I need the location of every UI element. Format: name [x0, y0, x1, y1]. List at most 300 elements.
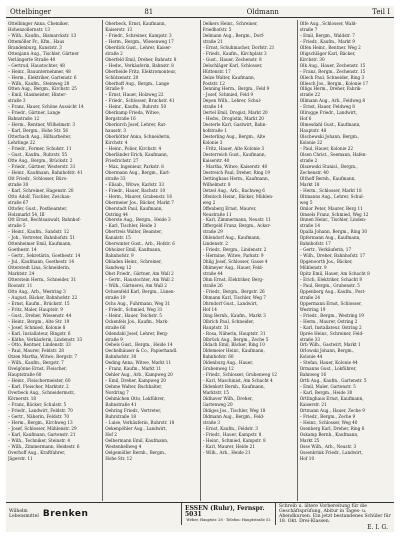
- directory-entry: Kirchstr. 30: [299, 56, 325, 62]
- directory-entry: Ochsenfeld Karl, Bergm., Lünen-: [105, 288, 176, 294]
- directory-entry: Körnerstr. 18: [8, 396, 37, 402]
- directory-entry: Markt 18: [299, 181, 320, 187]
- directory-entry: – Heinr., Bauunternehmer, 48: [8, 68, 71, 74]
- directory-entry: Otzen Martha, Witwe, Bergstr. 7: [8, 354, 78, 360]
- directory-entry: – Gertr., Sekretärin, Goethestr. 14: [8, 253, 81, 259]
- directory-entry: Hof 14: [202, 306, 217, 312]
- directory-entry: Oprée Heinr., Schreiner, Feld-: [299, 330, 364, 336]
- directory-entry: Ruhrstraße 18: [105, 413, 137, 419]
- directory-entry: – Franz, Bäcker, Schulstr. 5: [8, 402, 67, 407]
- ad-brand-name: Brenken: [42, 509, 89, 519]
- directory-entry: straße 33: [105, 175, 126, 181]
- directory-entry: straße 3: [8, 98, 26, 104]
- directory-entry: Hüttenstr. 17: [202, 68, 231, 74]
- directory-column-2: [102, 20, 199, 501]
- directory-entry: Hof 6: [299, 116, 312, 122]
- directory-entry: Ossenbrink Friedr., Landwirt,: [299, 449, 363, 455]
- directory-entry: – Paul, Bergm., Grubenstr. 5: [299, 282, 360, 288]
- directory-entry: – Elisab., Witwe, Karlstr. 33: [105, 181, 165, 187]
- directory-entry: Ohmann Karl, Tischler, Weg 7: [202, 294, 266, 300]
- directory-entry: Ollmann Aug., Arb., Feldweg 8: [299, 98, 366, 104]
- directory-entry: Oldach Emil, Bäcker, Ring 10: [202, 342, 265, 348]
- directory-entry: Friedrichstr. 27: [105, 157, 139, 163]
- directory-entry: Ormanns Gust., Lokführer,: [299, 366, 357, 372]
- directory-entry: Oligschläger Karl, Bäcker,: [299, 50, 356, 56]
- directory-entry: Hohenzollernstr. 13: [8, 26, 50, 32]
- directory-entry: – Jul., Kaufmann, Goethestr. 14: [8, 259, 75, 265]
- directory-entry: straße 30: [8, 181, 29, 187]
- directory-entry: Otten Aug., Bergm., Kirchstr. 25: [8, 86, 77, 92]
- directory-entry: Oehmichen Otto, Lokführer,: [105, 396, 165, 402]
- directory-entry: Olligs Herm., Dreher, Fabrik-: [299, 86, 362, 92]
- directory-entry: – Heinr., Polier, Kirchstr. 4: [105, 146, 162, 152]
- directory-entry: straße 14: [202, 104, 223, 110]
- directory-entry: Orth Aug., Kaufm., Gartenstr. 5: [299, 378, 367, 384]
- directory-entry: – Fritz, Maler, Hauptstr. 9: [8, 306, 63, 312]
- directory-entry: Gartenweg 20: [202, 402, 233, 407]
- directory-entry: Ottemöller Fr., Kfm., Haus: [8, 38, 65, 44]
- directory-entry: – Hermine, Witwe, Parkstr. 9: [202, 253, 264, 259]
- directory-entry: – Franz, Kaufm., Markt 11: [105, 366, 162, 372]
- directory-entry: – Friedr., Schreiner, Kampstr. 3: [105, 32, 172, 38]
- directory-entry: – Wilh., Gärtnerei, Am Wall 2: [105, 282, 167, 288]
- directory-entry: – Ernst, Kaufm., Brückstr. 15: [8, 300, 70, 306]
- directory-entry: Hauptstraße 60: [8, 372, 42, 378]
- directory-entry: – Friedr., Hauer, Bachstr. 10: [105, 187, 166, 193]
- ad-firm-line-2: Weber, Hauptstr. 28 · Telefon: Hauptstraße 52: [186, 517, 271, 522]
- directory-entry: Verlängerte Straße 40: [8, 56, 56, 62]
- directory-entry: Lindenstr. 2: [202, 241, 228, 247]
- directory-entry: Obst Friedr., Gärtner, Am Wall 2: [105, 271, 174, 277]
- directory-entry: Olbrich Paul, Schneider,: [202, 318, 254, 324]
- directory-entry: Olmesdahl Gust., Kaufmann,: [299, 122, 361, 128]
- directory-entry: Ohrndorf Gust., Landwirt,: [202, 300, 258, 306]
- section-label: Teil I: [372, 7, 390, 16]
- directory-entry: Oing Bernh., Kaufm., Markt 3: [202, 312, 266, 318]
- directory-entry: Goethestr. 14: [8, 247, 37, 253]
- directory-entry: – Wilh., Techniker, Steinstr. 4: [8, 437, 71, 443]
- directory-entry: – Gertr., Verkäuferin, 17: [299, 247, 352, 253]
- directory-entry: Ochs Aug., Fuhrmann, Weg 31: [105, 300, 171, 306]
- directory-entry: Oesterreich Gust., Kaufmann,: [202, 151, 266, 157]
- advertisement-strip: [6, 502, 394, 525]
- directory-entry: – Wilh., Zimmermann, Heidestr. 6: [8, 443, 80, 449]
- directory-entry: Oldemeier Heinr., Kaufmann,: [202, 348, 265, 354]
- directory-entry: – Herm., Maurer, Grabenstr. 16: [105, 193, 172, 199]
- directory-entry: – Friedr., Bergm., Westring 19: [299, 312, 364, 318]
- directory-entry: Otto Aug., Arb., Westring 3: [8, 288, 66, 294]
- directory-entry: straße 2: [299, 157, 318, 163]
- directory-entry: – Herm., Maurer, Ostring 2: [299, 318, 358, 324]
- directory-entry: – Emil, Bergm., Waldstr. 7: [299, 32, 355, 38]
- directory-entry: Oldiges Jos., Tischler, Weg 18: [202, 407, 266, 413]
- directory-entry: straße 26: [202, 282, 223, 288]
- directory-entry: Bahnhofstr. 9: [105, 253, 134, 259]
- directory-entry: – Gust., Hauer, Zechenstr. 8: [202, 56, 262, 62]
- directory-entry: – Friedr., Schlosser, Grubenweg 12: [202, 372, 277, 378]
- directory-entry: Olk Aug., Hauer, Zechenstr. 15: [299, 62, 366, 68]
- directory-entry: – Heinr., Kaufmann, Bahnhofstr. 41: [8, 169, 83, 175]
- directory-entry: – Martha, Witwe, Kaiserstr. 40: [202, 163, 268, 169]
- ad-contact-block: [182, 503, 276, 525]
- directory-entry: straße 44: [202, 271, 223, 277]
- directory-entry: Neustraße 11: [202, 211, 232, 217]
- directory-entry: Ortmann Aug., Hauer, Zeche 9: [299, 407, 365, 413]
- directory-entry: Ohm Ernst, Elektriker, Berg-: [202, 276, 264, 282]
- directory-entry: – Friedr., Schmied, Weg 31: [105, 306, 163, 312]
- directory-entry: Zechenstr. 40: [299, 169, 329, 175]
- directory-entry: Obladen Heinr., Schreiner,: [105, 259, 162, 265]
- directory-entry: – Wilh., Dreher, Bahnhofstr. 17: [299, 253, 366, 259]
- directory-entry: – Luise, Verkäuferin, Ruhrstr. 18: [105, 419, 175, 425]
- directory-entry: – Erich, Elektriker, Schacht 8: [299, 276, 363, 282]
- directory-entry: Straße 9: [105, 86, 124, 92]
- directory-entry: Opgenoorth Jos., Bäcker,: [299, 259, 353, 265]
- directory-entry: Kaiserstr. 40: [202, 157, 230, 163]
- directory-entry: Oelze Walter, Kaufmann,: [202, 74, 255, 80]
- directory-entry: Oeding Anna, Witwe, Markt 11: [105, 360, 172, 366]
- directory-entry: – Josef, Schmied, Feld 9: [202, 92, 254, 98]
- directory-entry: Oldmann Aug., Bergm., Feld-: [202, 413, 265, 419]
- directory-entry: Sandweg 12: [105, 265, 132, 271]
- page-header: [6, 6, 394, 18]
- directory-entry: – Karl, Bergm., Heide 30: [299, 390, 353, 396]
- directory-entry: straße 21: [202, 38, 223, 44]
- directory-columns: [6, 20, 394, 501]
- directory-entry: Kaiserstr. 21: [299, 402, 327, 407]
- directory-entry: Oesterling Aug., Bergm., Alte: [202, 134, 266, 140]
- directory-entry: Otterstedt Lina, Schneiderin,: [8, 265, 71, 271]
- directory-entry: Oebels Gust., Bergm., Heide 14: [105, 342, 173, 348]
- directory-entry: Oberdick Gust., Lehrer, Kaiser-: [105, 44, 172, 50]
- directory-entry: weg 2: [202, 199, 216, 205]
- directory-entry: – Hedw., Verkäuferin, Bahnstr. 8: [105, 62, 174, 68]
- directory-entry: – Herm., Bergm., Wiesenweg 17: [105, 38, 174, 44]
- directory-entry: Oberkamp Frieda, Witwe,: [105, 110, 161, 116]
- directory-entry: Mühlenstr. 9: [299, 265, 327, 271]
- directory-entry: – Emil, Glasmeister, Hinter-: [8, 92, 67, 98]
- directory-entry: Ottenheimer Emil, Kaufmann,: [8, 241, 72, 247]
- header-left-keyword: Ottelbinger: [10, 7, 51, 16]
- directory-entry: Opalla Johann, Bergm., Ring 30: [299, 229, 368, 235]
- directory-entry: Otterstein Herm., Schneider, 31: [8, 276, 77, 282]
- directory-entry: Oepen Wilh., Lehrer, Schul-: [202, 98, 262, 104]
- directory-entry: Brandenburg, Kunststr. 3: [8, 44, 62, 50]
- ad-prefix: Wilhelm: [9, 509, 28, 514]
- directory-entry: – Friedr., Landwirt, Feldstr. 70: [8, 407, 73, 413]
- directory-entry: Ott Ernst, Rechtsanwalt, Bahnhof-: [8, 217, 81, 223]
- directory-entry: Marktstr. 24: [8, 271, 35, 277]
- directory-entry: Oelkers Heinr., Schreiner,: [202, 21, 258, 26]
- directory-entry: – Karl, Kaufmann, Gartenstr. 21: [8, 431, 76, 437]
- directory-entry: – Friedr., Gärtner, Westerstr. 31: [8, 163, 76, 169]
- directory-entry: Olschewski Johann, Bergm.,: [299, 134, 360, 140]
- directory-entry: Omsels Franz, Schmied, Weg 12: [299, 211, 369, 217]
- directory-entry: Nordring 7: [105, 390, 129, 396]
- directory-entry: Oelmann Aug., Bergm., Dorf-: [202, 32, 265, 38]
- directory-entry: Markt 25: [299, 437, 320, 443]
- directory-entry: straße 33: [299, 336, 321, 342]
- directory-entry: – Heinr., Schlosser, Weg 40: [299, 419, 358, 425]
- directory-entry: – Gust., Kaufm., Ruhrstr. 55: [8, 151, 68, 157]
- directory-entry: – Gust., Dreher, Wiesenstr. 44: [8, 312, 72, 318]
- directory-entry: Oekenpöhler Aug., Landwirt,: [105, 425, 167, 431]
- directory-entry: – Friedr., Gärtner, Lange: [8, 110, 61, 116]
- directory-entry: Oberkirch Josef, Lehrer, Rat-: [105, 122, 167, 128]
- directory-entry: straße 7: [299, 26, 318, 32]
- directory-entry: – Friedr., Schlosser, Bruchstr. 41: [105, 98, 175, 104]
- directory-entry: Omlor Peter, Maurer, Berg 11: [299, 205, 363, 211]
- directory-entry: – August, Bäcker, Bahnhofstr. 22: [8, 294, 78, 300]
- directory-entry: – Heinr., Bergm., Alte Str. 19: [8, 318, 70, 324]
- directory-entry: – Joh., Vertreter, Bahnhofstr. 51: [8, 235, 76, 241]
- directory-entry: Bahnhofstr. 17: [299, 241, 331, 247]
- school-advertisement: [276, 503, 394, 525]
- directory-entry: Oechelhäuser & Co., Papierhandl.: [105, 348, 178, 354]
- directory-entry: Oldenkott Bernh., Kaufmann,: [202, 384, 265, 390]
- directory-entry: Oetzel Aug., Arb., Bachweg 6: [202, 187, 265, 193]
- directory-entry: Oehring Friedr., Vertreter,: [105, 407, 162, 413]
- directory-entry: straße 24: [299, 294, 321, 300]
- directory-entry: – Karl, Maurer, Heide 21: [202, 443, 256, 449]
- directory-entry: Hof 10: [299, 455, 315, 461]
- directory-entry: Oltmanns Aug., Lehrer, Schul-: [299, 193, 364, 199]
- page-code: E. I. G.: [367, 524, 388, 531]
- directory-entry: straße 66: [105, 324, 126, 330]
- directory-entry: Bahnhofstr. 60: [202, 354, 234, 360]
- directory-entry: – Wilh., Kaufm., Steinweg 28: [8, 80, 70, 86]
- directory-entry: – Karl, Fleischer, Marktstr. 2: [8, 384, 69, 390]
- directory-entry: Overhoff Aug., Kraftfahrer,: [8, 449, 66, 455]
- directory-entry: Ollrogge Friedr., Landwirt,: [299, 110, 358, 116]
- ad-prefix-2: Lebensmittel: [9, 514, 39, 519]
- directory-entry: Jägerstr. 11: [8, 455, 33, 461]
- directory-entry: – Friedr., Bergm., Zeche 9: [299, 413, 356, 419]
- directory-entry: – Heinr., Kaufm., Sandstr. 12: [8, 229, 70, 235]
- directory-entry: Roonstr. 11: [8, 282, 33, 288]
- directory-entry: – Herm., Elektriker, Gartenstr. 6: [8, 74, 77, 80]
- directory-entry: Oberfeld Emil, Dreher, Bahnstr. 8: [105, 56, 177, 62]
- directory-entry: – Heinr., Schmied, Kampstr. 8: [202, 437, 266, 443]
- directory-entry: Oberkötter Anna, Schneiderin,: [105, 134, 171, 140]
- directory-entry: – Karl, Zimmermann, Neustr. 11: [202, 217, 271, 223]
- directory-entry: Marktstr. 15: [202, 390, 229, 396]
- directory-entry: – Rosa, Näherin, Hauptstr. 31: [202, 330, 266, 336]
- directory-entry: Bahnhofstr. 30: [105, 354, 137, 360]
- directory-entry: – Wilh., Kaufm., Bismarckstr. 13: [8, 32, 77, 38]
- directory-entry: Offenberg Ernst, Maurer,: [202, 205, 257, 211]
- school-ad-line-1: Schreib u. ältere Vorbereitung für die Geschäftsprüfung, Abitur in Tages- u.: [279, 503, 367, 514]
- directory-entry: Oppermann Ernst, Schlosser,: [299, 300, 362, 306]
- directory-entry: Offergeld Franz, Bergm., Acker-: [202, 223, 271, 229]
- directory-entry: – Franz, Bergm., Zechenstr. 15: [299, 68, 366, 74]
- directory-entry: Kanalstr. 15: [105, 235, 131, 241]
- directory-entry: Odendahl Josef, Lehrer, Berg-: [105, 330, 169, 336]
- directory-entry: – Max, Ingenieur, Parkstr. 8: [105, 163, 164, 169]
- directory-entry: – Herm., Schlosser, Markt 18: [299, 187, 362, 193]
- directory-entry: Ollech Paul, Schneider, Ring 3: [299, 74, 365, 80]
- directory-entry: Grubenweg 12: [202, 366, 234, 372]
- directory-entry: Bahnstraße 41: [105, 402, 137, 407]
- directory-entry: Olsen Christ., Seemann, Hafen-: [299, 151, 367, 157]
- directory-entry: – Hedw., Drogistin, Markt 20: [202, 116, 264, 122]
- directory-entry: – Ernst, Kaufm., Feldstr. 3: [202, 425, 258, 431]
- school-ad-line-2: Abendkursen. Ein jetzt bestandenes Schüler für 18. Okt. Drei-Klassen.: [279, 514, 391, 525]
- directory-entry: Oskamp Bernh., Kaufmann,: [299, 431, 359, 437]
- directory-entry: Ottofer, Gust., Postbeamter,: [8, 205, 68, 211]
- directory-entry: Olfe Aug., Schlosser, Wald-: [299, 21, 357, 26]
- directory-entry: Overbeck Aug., Schneidermstr.,: [8, 390, 76, 396]
- directory-entry: straße 5: [8, 223, 26, 229]
- directory-entry: Kaiserstr. 13: [105, 26, 133, 32]
- directory-entry: – Karl, Schreiner, Hagenstr. 20: [8, 187, 74, 193]
- directory-entry: – Friedr., Hauer, Kampstr. 8: [202, 431, 262, 437]
- directory-entry: Oehme Walter, Buchhalter,: [105, 384, 163, 390]
- directory-entry: – Karl, Bergm., Hohe Str. 56: [8, 128, 69, 134]
- directory-entry: Hauptstr. 48: [299, 128, 327, 134]
- directory-entry: – Paul, Maurer, Feldstr. 28: [8, 348, 64, 354]
- directory-entry: – Emil, Dreher, Kampweg 20: [105, 378, 166, 384]
- directory-entry: Oppenberg Aug., Kaufm., Post-: [299, 288, 366, 294]
- directory-entry: Ottenjann Aug., Tischler, Gärtner: [8, 50, 79, 56]
- directory-entry: – Gertrud, Haustochter, 48: [8, 62, 65, 68]
- directory-entry: Olthoff Bernh., Kaufmann,: [299, 175, 356, 181]
- brenken-advertisement: [6, 503, 182, 525]
- directory-entry: Olbrück Aug., Bergm., Zeche 5: [202, 336, 269, 342]
- directory-entry: – Wilh., Kaufm., Bergstr. 7: [8, 360, 64, 366]
- directory-entry: Lehrlinge 22: [8, 140, 36, 146]
- directory-entry: Olszewski Stanisl., Bergm.,: [299, 163, 358, 169]
- directory-entry: – Fritz, Hauer, Alte Kolonie 3: [202, 146, 265, 152]
- directory-entry: Ortlinghaus Ernst, Kaufmann,: [299, 396, 364, 402]
- directory-entry: straße 22: [299, 92, 321, 98]
- directory-entry: Oberheide Fritz, Elektromonteur,: [105, 68, 177, 74]
- directory-entry: Ott Friedr., Schlosser, Büro-: [8, 175, 68, 181]
- directory-entry: Oestreich Paul, Dreher, Ring 19: [202, 169, 271, 175]
- directory-entry: hausstr. 3: [105, 128, 126, 134]
- directory-entry: Obermeier Jos., Bäcker, Markt 7: [105, 199, 174, 205]
- directory-entry: Ostring 44: [105, 211, 128, 217]
- directory-entry: Oehler Aug., Arb., Kampweg 20: [105, 372, 173, 378]
- directory-entry: – Paul, Hauer, Kolonie 22: [299, 146, 354, 152]
- directory-entry: Oelschläger Karl, Schlosser,: [202, 62, 263, 68]
- directory-entry: straße 2: [105, 50, 123, 56]
- directory-entry: – Friedr., Kaufm., Kirchplatz 3: [202, 50, 267, 56]
- directory-column-3: [200, 20, 297, 501]
- directory-entry: straße 14: [299, 223, 321, 229]
- directory-entry: – Gertr., Näherin, Feldstr. 70: [8, 413, 70, 419]
- directory-entry: Oberländer Erich, Kaufmann,: [105, 151, 169, 157]
- directory-entry: – Friedr., Former, Schulstr. 11: [8, 146, 72, 152]
- directory-entry: Oelgemöller Bernh., Bergm.,: [105, 449, 167, 455]
- ad-firm-line: ESSEN (Ruhr), Fernspr. 5031: [185, 504, 265, 518]
- directory-entry: Hohe Str. 12: [105, 455, 133, 461]
- directory-entry: straße 19: [105, 294, 126, 300]
- directory-entry: – Karl, Installateur, Ostring 2: [299, 324, 362, 330]
- directory-entry: – Karl, Tischler, Heide 3: [105, 223, 157, 229]
- directory-entry: Ohlig Josef, Schlosser, Gasse 4: [202, 259, 268, 265]
- directory-entry: Obholzer Emil, Kaufmann,: [105, 247, 162, 253]
- directory-entry: Schützenstr. 20: [105, 74, 139, 80]
- directory-entry: – Otto, Rentner, Lindenstr. 33: [8, 342, 71, 348]
- directory-entry: Kolonie 44: [299, 354, 323, 360]
- directory-entry: Ottelbinger Anna, Chemiker,: [8, 21, 69, 26]
- directory-entry: – Stefan, Hauer, Kolonie 44: [299, 360, 358, 366]
- directory-entry: Oberhoff Aug., Bergm., Lange: [105, 80, 170, 86]
- directory-entry: Ohlendorf Aug., Kaufmann,: [202, 235, 261, 241]
- directory-entry: Otto Adolf, Tischler, Zwickau-: [8, 193, 71, 199]
- directory-entry: – Ernst, Hauer, Feldweg 8: [299, 104, 355, 110]
- directory-entry: Oberstadt Paul, Kaufmann,: [105, 205, 163, 211]
- directory-entry: Oesterle Karl, Gastwirt, Bahn-: [202, 122, 267, 128]
- directory-column-4: [297, 20, 394, 501]
- directory-entry: – Käthe, Verkäuferin, Lindenstr. 33: [8, 336, 83, 342]
- directory-entry: – Friedr., Bergm., Lindenstr. 2: [202, 247, 267, 253]
- page-number: 81: [144, 7, 154, 16]
- directory-entry: Oettinghaus Herm., Kaufmann,: [202, 175, 270, 181]
- directory-entry: – Friedr., Kaufm., Markt 9: [299, 38, 355, 44]
- directory-entry: Oldenburg Aug., Hauer,: [202, 360, 254, 366]
- directory-entry: straße 3: [202, 419, 221, 425]
- directory-entry: – Heinr., Hauer, Teichstr. 5: [105, 312, 162, 318]
- directory-entry: straße 29: [202, 229, 223, 235]
- directory-entry: Ofenloch Heinr., Bäcker, Mühlen-: [202, 193, 274, 199]
- directory-entry: Otterbach Aug., Hilfsarbeiter,: [8, 134, 72, 140]
- directory-entry: Ohlmeyer Aug., Hauer, Feld-: [202, 265, 264, 271]
- directory-entry: Oelbermann Emil, Kaufmann,: [105, 437, 169, 443]
- directory-entry: – Friedr., Bergm., Bergstr. 26: [202, 288, 265, 294]
- directory-entry: hofstraße 1: [202, 128, 227, 134]
- directory-entry: Wilhelmstr. 8: [202, 181, 231, 187]
- directory-entry: Kolonie 22: [299, 140, 323, 146]
- directory-entry: Ockenfels Jos., Kaufm., Mark-: [105, 318, 169, 324]
- directory-entry: Kolonie 3: [202, 140, 223, 146]
- directory-entry: Ovelgönne Ernst, Fleischer,: [8, 366, 67, 372]
- directory-column-1: [6, 20, 102, 501]
- directory-entry: – Emil, Maler, Gartenstr. 5: [299, 384, 356, 390]
- directory-entry: Hauptstr. 31: [202, 324, 230, 330]
- directory-entry: – Wilh., Arb., Heide 21: [202, 449, 251, 455]
- directory-entry: Opitz Emil, Hauer, Am Schacht 8: [299, 271, 370, 277]
- directory-entry: Osse Wilh., Arb., Neustr. 3: [299, 443, 357, 449]
- directory-entry: Oenning Herm., Bergm., Feld 9: [202, 86, 270, 92]
- directory-entry: Olfen Heinr., Rentner, Weg 2: [299, 44, 361, 50]
- directory-entry: Bahnweg 16: [299, 372, 327, 378]
- directory-entry: – Heinr., Fleischermeister, 60: [8, 378, 71, 384]
- directory-entry: – Heinr., Kaufm., Ruhrstr. 50: [105, 104, 167, 110]
- directory-entry: – Josef, Schmied, Kolonie 8: [8, 324, 66, 330]
- directory-entry: Kirchstr. 4: [105, 140, 128, 146]
- directory-entry: – Herm., Rentner, Wilhelmstr. 3: [8, 122, 76, 128]
- directory-entry: Westring 19: [299, 306, 326, 312]
- directory-entry: Orlowski Johann, Bergm.,: [299, 348, 355, 354]
- directory-entry: Oberbeck, Ernst, Kaufmann,: [105, 21, 166, 26]
- directory-entry: – Gertr., Haustochter, Am Wall 2: [105, 276, 174, 282]
- directory-entry: straße 9: [105, 336, 123, 342]
- directory-entry: – Herm., Bergm., Kirchweg 13: [8, 419, 73, 425]
- directory-entry: – Karl, Maschinist, Am Schacht 4: [202, 378, 273, 384]
- directory-entry: Orb Wilh., Gastwirt, Markt 1: [299, 342, 361, 348]
- directory-entry: Holzmarkt 54, III: [8, 211, 45, 217]
- directory-entry: – Franz, Hauer, Schöne Aussicht 14: [8, 104, 84, 110]
- directory-entry: Onnen Heinr., Tischler, Linden-: [299, 217, 367, 223]
- directory-entry: Bahnstraße 12: [8, 116, 40, 122]
- directory-entry: weg 5: [299, 199, 313, 205]
- directory-entry: Ollesch Jos., Bergm., Kolonie 17: [299, 80, 368, 86]
- directory-entry: Obermann Aug., Bergm., Karl-: [105, 169, 171, 175]
- directory-entry: Opfermann Aug., Kaufmann,: [299, 235, 361, 241]
- directory-entry: Bergstraße 16: [105, 116, 136, 122]
